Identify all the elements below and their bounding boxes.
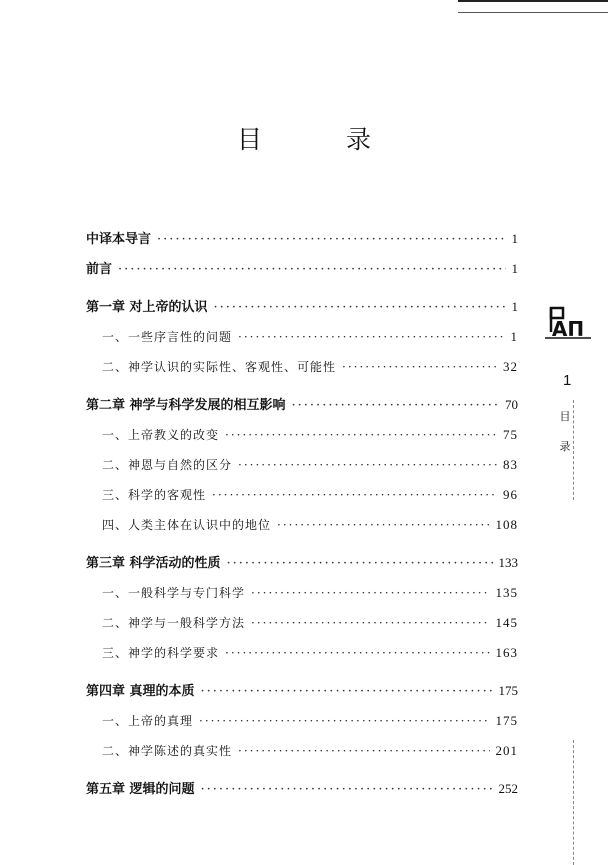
toc-chapter: [86, 774, 518, 804]
toc-entry-page: 1: [510, 329, 518, 344]
toc-entry-label: 二、神学认识的实际性、客观性、可能性: [102, 360, 337, 374]
side-dotted-line-upper: [573, 400, 574, 500]
toc-section: [86, 638, 518, 668]
toc-entry-label: 二、神恩与自然的区分: [102, 458, 233, 472]
toc-leader-dots: [201, 775, 493, 805]
logo-text: AΠ: [551, 317, 585, 341]
toc-section: [86, 352, 518, 382]
toc-entry-page: 70: [505, 397, 518, 412]
side-dotted-line-lower: [573, 740, 574, 865]
toc-entry-page: 1: [511, 299, 518, 314]
toc-leader-dots: [342, 352, 497, 382]
top-rule-thin: [458, 12, 608, 13]
toc-entry-label: 一、一些序言性的问题: [102, 330, 233, 344]
toc-leader-dots: [227, 549, 493, 579]
toc-entry-page: 133: [498, 555, 518, 570]
toc-leader-dots: [214, 293, 506, 323]
toc-section: [86, 578, 518, 608]
toc-entry-page: 252: [498, 781, 518, 796]
toc-chapter: [86, 676, 518, 706]
toc-entry-label: 第二章 神学与科学发展的相互影响: [86, 398, 286, 413]
side-section-label: 目录: [559, 410, 571, 453]
toc-entry-page: 75: [503, 427, 518, 442]
toc-section: [86, 322, 518, 352]
toc-leader-dots: [199, 706, 489, 736]
toc-leader-dots: [238, 736, 489, 766]
toc-chapter: [86, 292, 518, 322]
page-title: 目 录: [237, 124, 409, 154]
toc-entry-label: 中译本导言: [86, 232, 152, 247]
toc-leader-dots: [251, 578, 489, 608]
toc-entry-label: 三、神学的科学要求: [102, 646, 220, 660]
toc-entry-page: 108: [495, 517, 518, 532]
toc-entry-label: 二、神学陈述的真实性: [102, 744, 233, 758]
toc-leader-dots: [157, 225, 505, 255]
toc-entry-label: 一、上帝教义的改变: [102, 428, 220, 442]
toc-leader-dots: [251, 608, 489, 638]
toc-entry-page: 83: [503, 457, 518, 472]
toc-entry-label: 前言: [86, 262, 113, 277]
toc-entry-page: 32: [503, 359, 518, 374]
toc-entry-label: 一、上帝的真理: [102, 714, 194, 728]
toc-entry-page: 175: [498, 683, 518, 698]
toc-leader-dots: [225, 638, 489, 668]
toc-leader-dots: [201, 677, 493, 707]
toc-section: [86, 450, 518, 480]
toc-entry-page: 1: [511, 261, 518, 276]
toc-entry-label: 第一章 对上帝的认识: [86, 300, 208, 315]
toc-section: [86, 480, 518, 510]
publisher-logo-icon: [543, 306, 593, 350]
toc-entry-label: 三、科学的客观性: [102, 488, 207, 502]
toc-entry-page: 96: [503, 487, 518, 502]
toc-leader-dots: [118, 255, 505, 285]
toc-entry-label: 四、人类主体在认识中的地位: [102, 518, 272, 532]
toc-leader-dots: [212, 480, 497, 510]
toc-entry-label: 第五章 逻辑的问题: [86, 782, 195, 797]
top-rule: [458, 0, 608, 8]
toc-entry-page: 1: [511, 231, 518, 246]
toc-entry-page: 201: [495, 743, 518, 758]
toc-leader-dots: [277, 510, 489, 540]
table-of-contents: [86, 224, 518, 804]
toc-chapter: [86, 254, 518, 284]
toc-section: [86, 510, 518, 540]
toc-section: [86, 706, 518, 736]
toc-section: [86, 736, 518, 766]
toc-leader-dots: [238, 322, 504, 352]
toc-leader-dots: [225, 420, 497, 450]
toc-entry-label: 第四章 真理的本质: [86, 684, 195, 699]
toc-entry-page: 145: [495, 615, 518, 630]
toc-entry-page: 163: [495, 645, 518, 660]
toc-section: [86, 608, 518, 638]
toc-leader-dots: [238, 450, 497, 480]
toc-chapter: [86, 224, 518, 254]
toc-entry-label: 一、一般科学与专门科学: [102, 586, 246, 600]
toc-entry-label: 第三章 科学活动的性质: [86, 556, 221, 571]
toc-entry-label: 二、神学与一般科学方法: [102, 616, 246, 630]
toc-entry-page: 135: [495, 585, 518, 600]
side-page-number: 1: [563, 372, 572, 389]
toc-section: [86, 420, 518, 450]
toc-entry-page: 175: [495, 713, 518, 728]
toc-leader-dots: [292, 391, 499, 421]
toc-chapter: [86, 548, 518, 578]
toc-chapter: [86, 390, 518, 420]
